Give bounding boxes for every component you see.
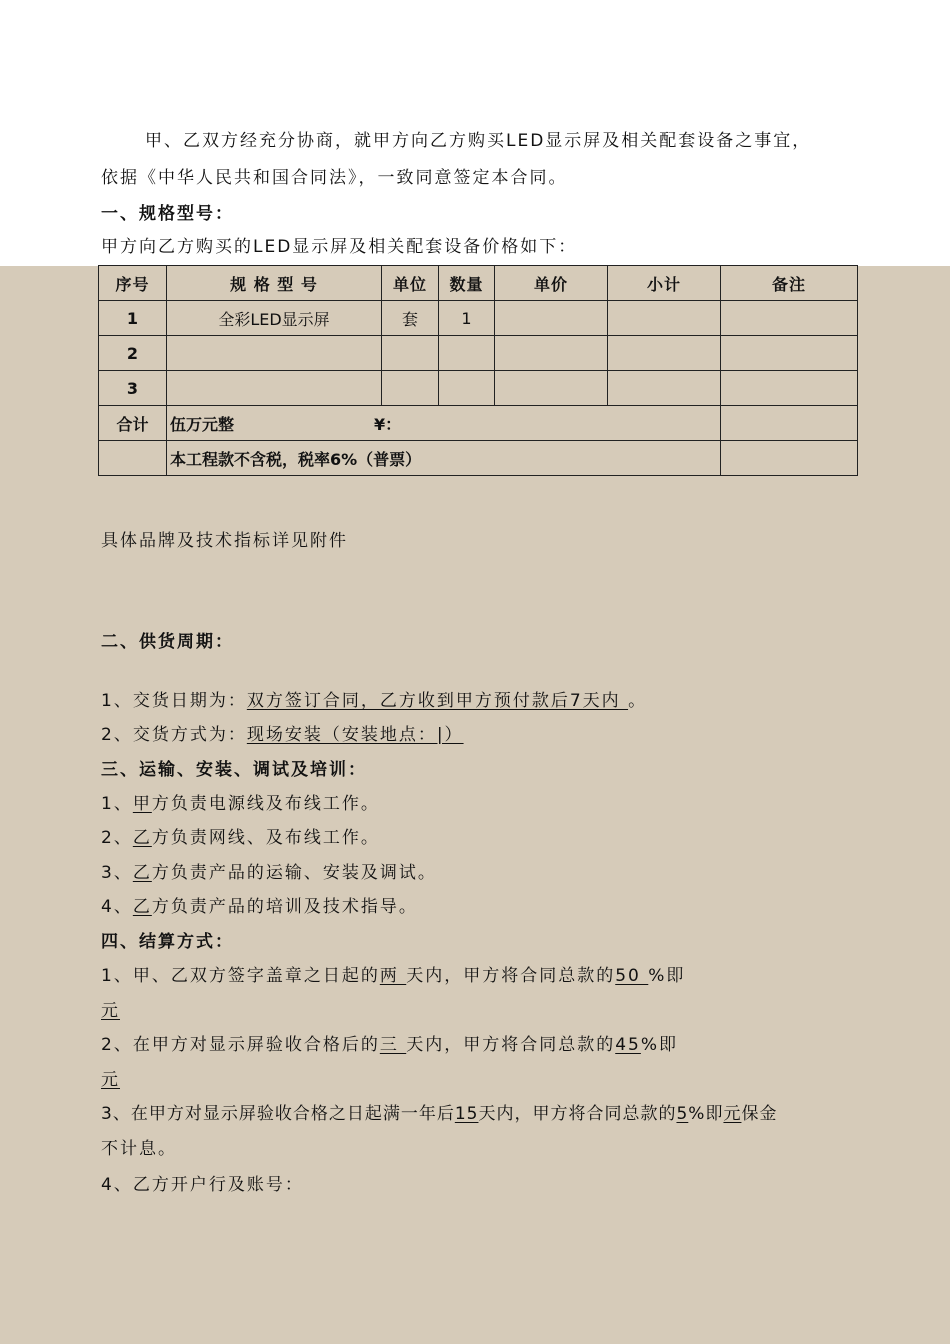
payment-text: 天内，甲方将合同总款的	[406, 966, 616, 986]
header-cell: 单价	[495, 266, 608, 301]
item-text: 方负责电源线及布线工作。	[151, 794, 380, 814]
table-cell	[721, 301, 858, 336]
tax-remark-cell	[721, 441, 858, 476]
intro-line-2: 依据《中华人民共和国合同法》，一致同意签定本合同。	[101, 168, 568, 188]
table-cell	[439, 371, 495, 406]
payment-text: 3、在甲方对显示屏验收合格之日起满一年后	[101, 1104, 455, 1124]
table-cell: 全彩LED显示屏	[167, 301, 382, 336]
item-number: 4、	[101, 897, 133, 917]
spec-table	[98, 265, 858, 476]
header-cell: 备注	[721, 266, 858, 301]
table-cell: 1	[439, 301, 495, 336]
total-row	[99, 406, 858, 441]
header-cell: 数量	[439, 266, 495, 301]
table-cell	[439, 336, 495, 371]
payment-text: 天内，甲方将合同总款的	[478, 1104, 677, 1124]
payment-term-3-cont: 不计息。	[101, 1139, 177, 1159]
table-cell	[608, 301, 721, 336]
section4-title: 四、结算方式：	[101, 932, 234, 952]
section2-title: 二、供货周期：	[101, 632, 234, 652]
total-amount-cell	[167, 406, 721, 441]
section1-lead: 甲方向乙方购买的LED显示屏及相关配套设备价格如下：	[101, 237, 578, 257]
table-cell	[721, 371, 858, 406]
payment-percent: 50	[615, 966, 649, 986]
section1-title: 一、规格型号：	[101, 204, 234, 224]
item-text: 方负责产品的运输、安装及调试。	[151, 863, 437, 883]
payment-text: 1、甲、乙双方签字盖章之日起的	[101, 966, 380, 986]
table-row	[99, 301, 858, 336]
delivery-method-value: 现场安装（安装地点：|）	[246, 725, 464, 745]
tax-label-cell	[99, 441, 167, 476]
payment-text: %即	[688, 1104, 724, 1124]
total-remark-cell	[721, 406, 858, 441]
total-label: 合计	[99, 406, 167, 441]
delivery-date-suffix: 。	[628, 691, 648, 711]
payment-term-1	[101, 961, 685, 986]
header-cell: 小计	[608, 266, 721, 301]
item-party: 乙	[132, 863, 152, 883]
table-row	[99, 371, 858, 406]
section3-title: 三、运输、安装、调试及培训：	[101, 760, 367, 780]
list-item	[101, 858, 437, 883]
item-party: 甲	[132, 794, 152, 814]
intro-line-1: 甲、乙双方经充分协商，就甲方向乙方购买LED显示屏及相关配套设备之事宜，	[145, 131, 812, 151]
header-cell: 序号	[99, 266, 167, 301]
table-cell	[608, 371, 721, 406]
tax-note: 本工程款不含税，税率6%（普票）	[167, 441, 721, 476]
payment-days: 两	[379, 966, 407, 986]
item-number: 3、	[101, 863, 133, 883]
payment-text: 保金	[741, 1104, 778, 1124]
payment-percent: 5	[676, 1104, 689, 1124]
item-text: 方负责网线、及布线工作。	[151, 828, 380, 848]
attachment-note: 具体品牌及技术指标详见附件	[101, 531, 348, 551]
table-cell: 1	[99, 301, 167, 336]
table-cell	[721, 336, 858, 371]
list-item	[101, 823, 380, 848]
item-party: 乙	[132, 828, 152, 848]
item-text: 方负责产品的培训及技术指导。	[151, 897, 418, 917]
table-cell	[608, 336, 721, 371]
payment-term-2	[101, 1030, 678, 1055]
table-cell	[167, 336, 382, 371]
delivery-date-value: 双方签订合同，乙方收到甲方预付款后7天内	[246, 691, 629, 711]
payment-text: 天内，甲方将合同总款的	[406, 1035, 616, 1055]
payment-text: 2、在甲方对显示屏验收合格后的	[101, 1035, 380, 1055]
table-header-row	[99, 266, 858, 301]
delivery-method-label: 2、交货方式为：	[101, 725, 247, 745]
table-cell: 2	[99, 336, 167, 371]
payment-yuan: 元	[101, 1070, 120, 1090]
table-cell	[495, 301, 608, 336]
table-cell: 3	[99, 371, 167, 406]
payment-term-3	[101, 1099, 777, 1124]
tax-row	[99, 441, 858, 476]
list-item	[101, 789, 380, 814]
bank-account-line: 4、乙方开户行及账号：	[101, 1175, 304, 1195]
table-row	[99, 336, 858, 371]
header-cell: 规 格 型 号	[167, 266, 382, 301]
payment-days: 三	[379, 1035, 407, 1055]
table-cell	[167, 371, 382, 406]
payment-days: 15	[454, 1104, 479, 1124]
item-party: 乙	[132, 897, 152, 917]
delivery-date-label: 1、交货日期为：	[101, 691, 247, 711]
delivery-date	[101, 686, 647, 711]
item-number: 2、	[101, 828, 133, 848]
table-cell	[495, 371, 608, 406]
total-symbol: ¥：	[374, 414, 402, 434]
item-number: 1、	[101, 794, 133, 814]
payment-yuan: 元	[723, 1104, 742, 1124]
table-cell	[382, 371, 439, 406]
list-item	[101, 892, 418, 917]
table-cell	[382, 336, 439, 371]
payment-text: %即	[648, 966, 686, 986]
payment-percent: 45	[615, 1035, 641, 1055]
table-cell: 套	[382, 301, 439, 336]
payment-yuan: 元	[101, 1001, 120, 1021]
payment-text: %即	[640, 1035, 679, 1055]
total-words: 伍万元整	[170, 414, 235, 434]
header-cell: 单位	[382, 266, 439, 301]
delivery-method	[101, 720, 464, 745]
table-cell	[495, 336, 608, 371]
